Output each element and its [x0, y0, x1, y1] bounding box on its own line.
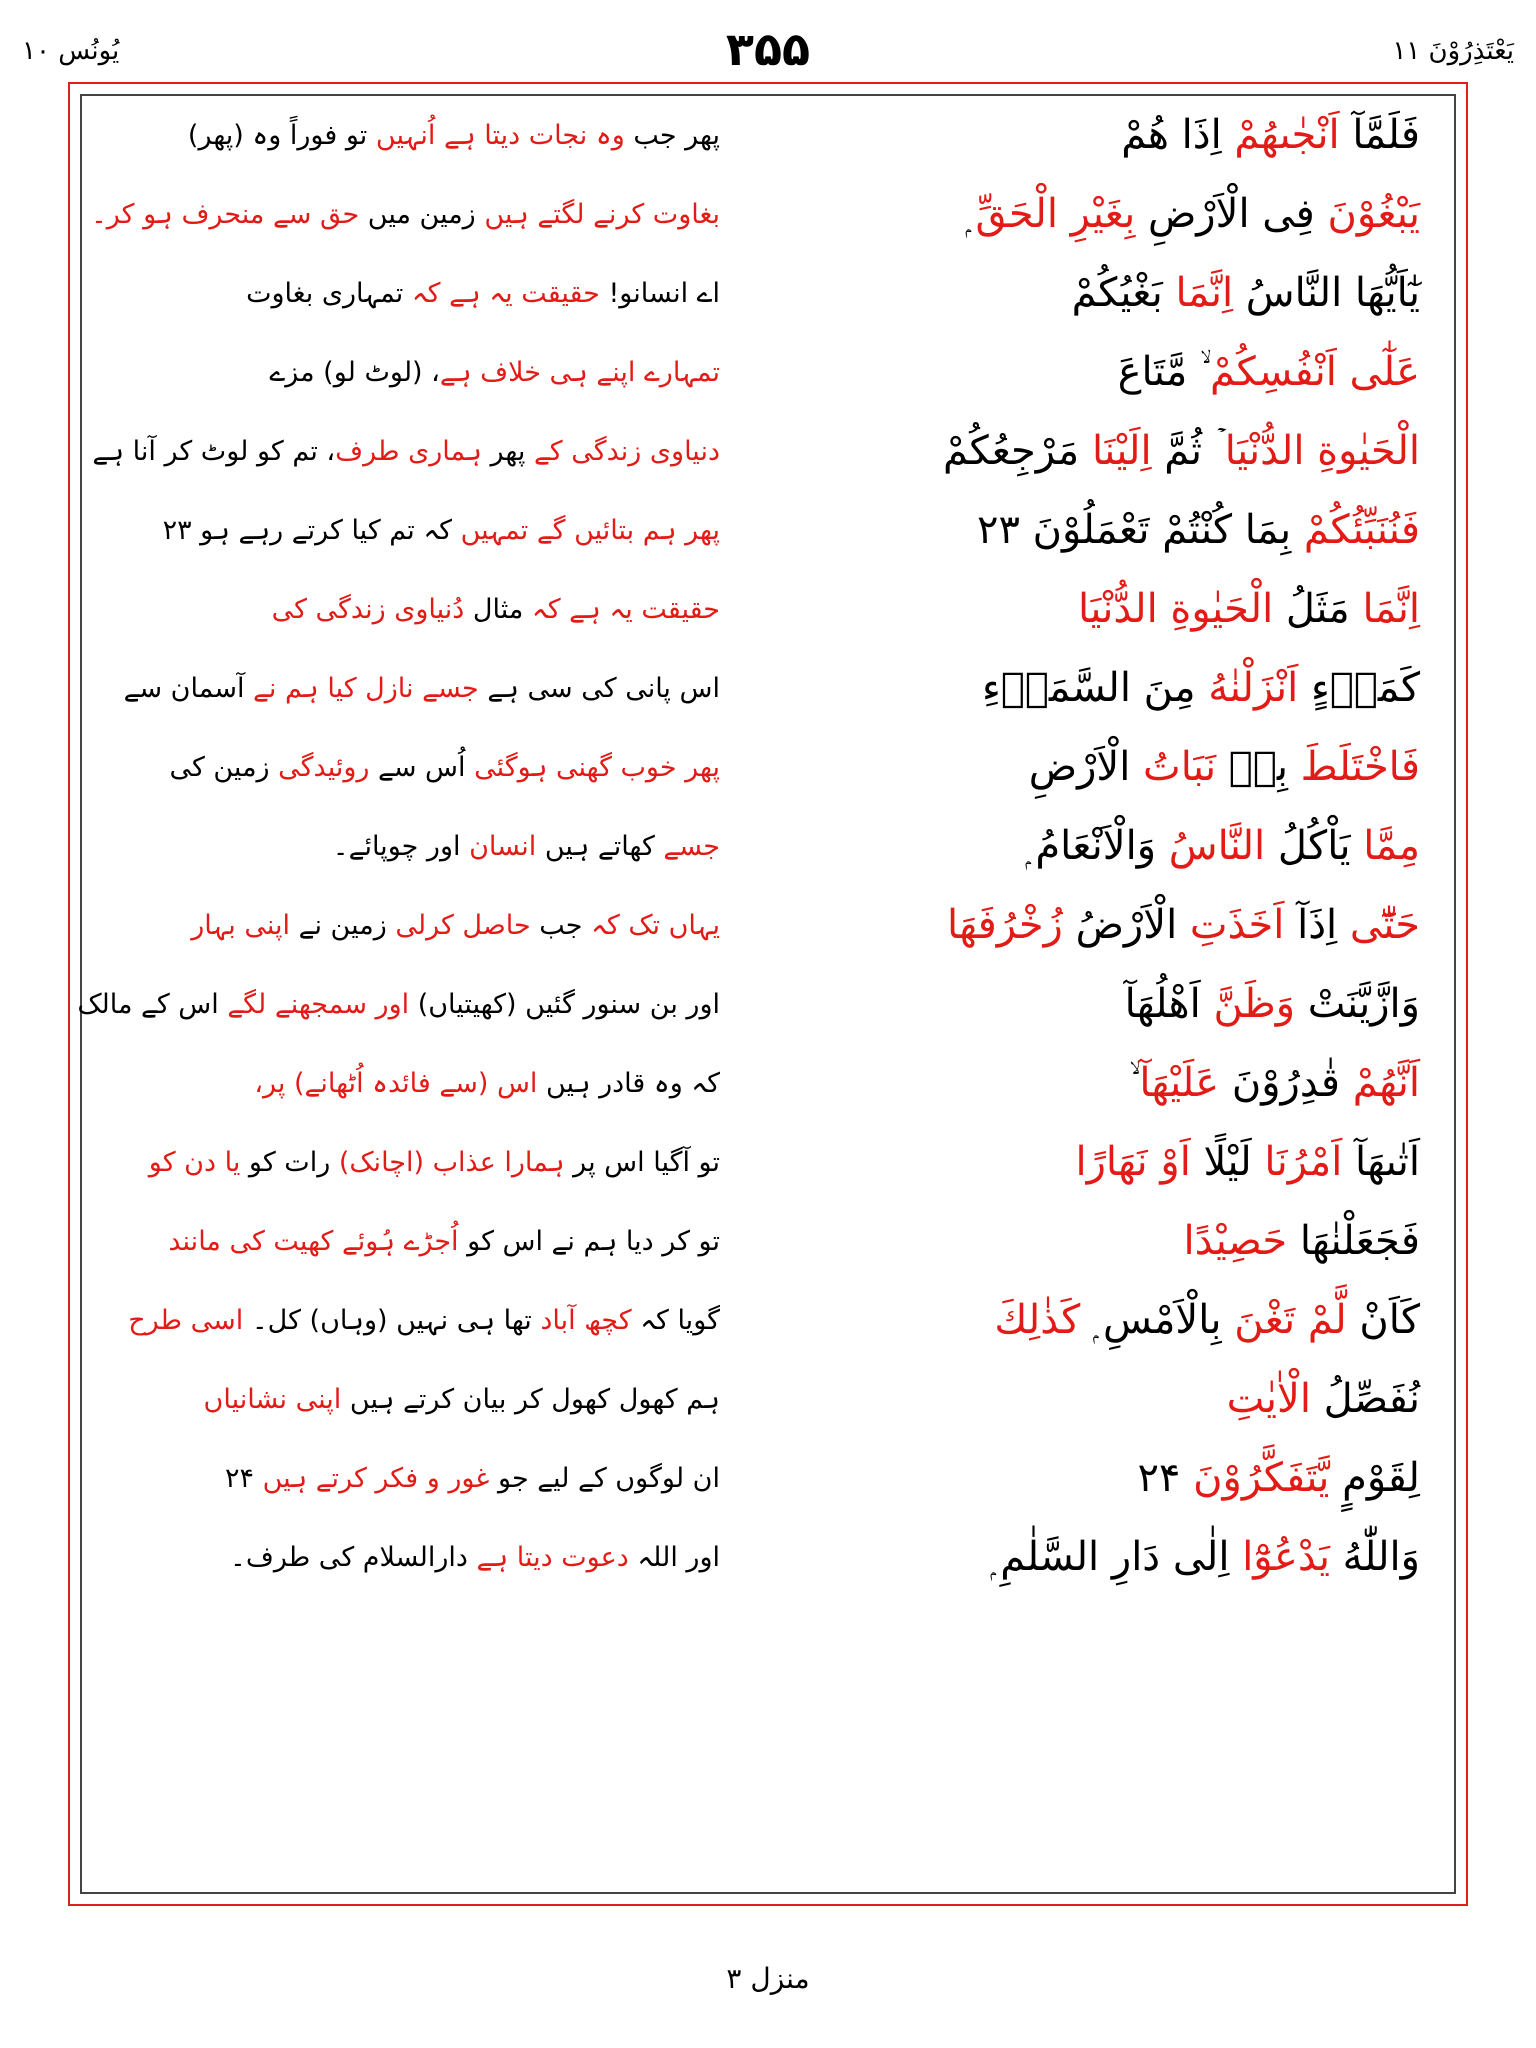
arabic-text	[780, 1376, 1420, 1422]
arabic-text	[780, 981, 1420, 1027]
urdu-segment: ، (لوٹ لو) مزے	[269, 357, 440, 388]
urdu-segment: ہم کھول کھول کر بیان کرتے ہیں	[341, 1384, 720, 1415]
arabic-text	[780, 349, 1420, 395]
verse-row	[120, 1046, 1420, 1125]
arabic-segment: مَثَلُ	[1273, 586, 1363, 632]
arabic-segment: مَرْجِعُكُمْ	[943, 428, 1092, 474]
urdu-translation	[120, 515, 720, 546]
urdu-translation	[120, 1068, 720, 1099]
arabic-segment: كَاَنْ	[1346, 1297, 1420, 1343]
urdu-segment: اور بن سنور گئیں (کھیتیاں)	[409, 989, 720, 1020]
urdu-segment: تھا ہی نہیں (وہاں) کل۔	[243, 1305, 541, 1336]
arabic-segment: كَذٰلِكَ	[994, 1297, 1081, 1343]
arabic-text	[780, 1297, 1420, 1343]
arabic-segment: يَبْغُوْنَ	[1327, 191, 1420, 237]
verse-row	[120, 256, 1420, 335]
arabic-segment: الْاَرْضُ	[1062, 902, 1190, 948]
urdu-segment: تو آگیا اس پر	[564, 1147, 720, 1178]
urdu-segment: غور و فکر کرتے ہیں	[262, 1463, 490, 1494]
arabic-segment: وَالْاَنْعَامُ ۭ	[1025, 823, 1169, 869]
verse-row	[120, 98, 1420, 177]
arabic-segment: الْاٰيٰتِ	[1226, 1376, 1311, 1422]
arabic-segment: اَمْرُنَا	[1264, 1139, 1343, 1185]
arabic-segment: وَاللّٰهُ	[1329, 1534, 1420, 1580]
arabic-segment: ۙ مَّتَاعَ	[1117, 349, 1210, 395]
urdu-translation	[120, 594, 720, 625]
arabic-segment: وَظَنَّ	[1213, 981, 1296, 1027]
arabic-text	[780, 586, 1420, 632]
arabic-segment: ۙ	[1129, 1060, 1140, 1106]
urdu-segment: تمہارے اپنے ہی خلاف ہے	[439, 357, 720, 388]
arabic-segment: لَيْلًا	[1190, 1139, 1265, 1185]
arabic-segment: اَوْ نَهَارًا	[1075, 1139, 1191, 1185]
verse-row	[120, 730, 1420, 809]
urdu-segment: دارالسلام کی طرف۔	[230, 1542, 477, 1573]
arabic-text	[780, 823, 1420, 869]
urdu-segment: حق سے منحرف ہو کر۔	[90, 199, 360, 230]
arabic-segment: فِى الْاَرْضِ	[1135, 191, 1328, 237]
arabic-segment: مِمَّا	[1363, 823, 1420, 869]
urdu-translation	[120, 752, 720, 783]
manzil-label: منزل ۳	[726, 1962, 810, 1995]
arabic-segment: اَنْزَلْنٰهُ	[1208, 665, 1299, 711]
urdu-translation	[120, 1384, 720, 1415]
arabic-segment: ۲۴	[1137, 1455, 1194, 1501]
urdu-segment: اس کے مالک	[77, 989, 228, 1020]
urdu-segment: ۲۴	[225, 1463, 263, 1494]
verse-row	[77, 967, 1420, 1046]
urdu-translation	[120, 1305, 720, 1336]
arabic-segment: لَّمْ تَغْنَ	[1234, 1297, 1347, 1343]
verse-row	[120, 809, 1420, 888]
urdu-segment: پھر ہم بتائیں گے تمہیں	[460, 515, 720, 546]
urdu-translation	[90, 199, 720, 230]
arabic-text	[780, 1139, 1420, 1185]
arabic-text	[780, 428, 1420, 474]
arabic-segment: بِغَيْرِ الْحَقِّ	[975, 191, 1136, 237]
arabic-segment: فَجَعَلْنٰهَا	[1287, 1218, 1420, 1264]
arabic-text	[780, 270, 1420, 316]
urdu-segment: روئیدگی	[278, 752, 370, 783]
arabic-segment: يَدْعُوْٓا	[1242, 1534, 1330, 1580]
arabic-segment: فَاخْتَلَطَ	[1300, 744, 1420, 790]
urdu-segment: تو فوراً وہ (پھر)	[187, 120, 376, 151]
urdu-translation	[120, 910, 720, 941]
arabic-segment: بَغْيُكُمْ	[1071, 270, 1176, 316]
arabic-segment: النَّاسُ	[1168, 823, 1266, 869]
arabic-segment: اَنْجٰىهُمْ	[1234, 112, 1340, 158]
arabic-text	[780, 1060, 1420, 1106]
arabic-segment: الْحَيٰوةِ الدُّنْيَا	[1078, 586, 1274, 632]
arabic-text	[780, 902, 1420, 948]
surah-name: یُونُس ۱۰	[22, 36, 120, 66]
urdu-translation	[92, 436, 720, 467]
verse-row	[120, 888, 1420, 967]
arabic-segment: ۡ ثُمَّ	[1151, 428, 1225, 474]
urdu-translation	[77, 989, 720, 1020]
urdu-translation	[120, 1463, 720, 1494]
arabic-segment: ۭ	[965, 191, 976, 237]
arabic-segment: حَصِيْدًا	[1183, 1218, 1288, 1264]
urdu-segment: آسمان سے	[123, 673, 254, 704]
urdu-segment: حقیقت یہ ہے کہ	[411, 278, 600, 309]
urdu-segment: اُس سے	[369, 752, 475, 783]
urdu-segment: پھر جب	[624, 120, 720, 151]
urdu-segment: بغاوت کرنے لگتے ہیں	[484, 199, 720, 230]
arabic-text	[780, 744, 1420, 790]
urdu-segment: یا دن کو	[148, 1147, 241, 1178]
arabic-segment: حَتّٰٓى	[1349, 902, 1420, 948]
verse-row	[120, 335, 1420, 414]
urdu-segment: ہمارا عذاب (اچانک)	[338, 1147, 565, 1178]
verse-row	[120, 1125, 1420, 1204]
arabic-segment: نُفَصِّلُ	[1310, 1376, 1420, 1422]
arabic-segment: فَنُنَبِّئُكُمْ	[1303, 507, 1420, 553]
verse-row	[90, 177, 1420, 256]
arabic-text	[780, 507, 1420, 553]
verse-row	[120, 1520, 1420, 1599]
arabic-text	[780, 1455, 1420, 1501]
urdu-translation	[120, 831, 720, 862]
urdu-segment: اور اللہ	[628, 1542, 720, 1573]
arabic-segment: اَنَّهُمْ	[1352, 1060, 1420, 1106]
urdu-translation	[120, 278, 720, 309]
urdu-translation	[120, 1542, 720, 1573]
arabic-segment: اِذَا هُمْ	[1121, 112, 1235, 158]
arabic-segment: يَّتَفَكَّرُوْنَ	[1193, 1455, 1330, 1501]
arabic-segment: الْحَيٰوةِ الدُّنْيَا	[1224, 428, 1420, 474]
urdu-segment: ، تم کو لوٹ کر آنا ہے	[92, 436, 336, 467]
arabic-segment: الْاَرْضِ	[1028, 744, 1144, 790]
urdu-segment: وہ نجات دیتا ہے اُنہیں	[375, 120, 625, 151]
verse-row	[120, 1441, 1420, 1520]
arabic-segment: يَاْكُلُ	[1265, 823, 1364, 869]
arabic-segment: اِنَّمَا	[1175, 270, 1234, 316]
arabic-segment: اَخَذَتِ	[1189, 902, 1285, 948]
urdu-segment: تمہاری بغاوت	[246, 278, 412, 309]
arabic-segment: يٰٓاَيُّهَا النَّاسُ	[1233, 270, 1420, 316]
urdu-translation	[120, 1226, 720, 1257]
urdu-segment: حقیقت یہ ہے کہ	[531, 594, 720, 625]
arabic-segment: بِهٖ	[1216, 744, 1301, 790]
urdu-segment: اُجڑے ہُوئے کھیت کی مانند	[168, 1226, 459, 1257]
arabic-segment: اِلَيْنَا	[1091, 428, 1152, 474]
urdu-segment: جب	[530, 910, 592, 941]
urdu-segment: دُنیاوی زندگی کی	[271, 594, 465, 625]
urdu-segment: کھاتے ہیں	[536, 831, 664, 862]
urdu-segment: مثال	[464, 594, 532, 625]
urdu-segment: ہماری طرف	[335, 436, 482, 467]
verse-row	[120, 651, 1420, 730]
arabic-segment: اَتٰىهَآ	[1342, 1139, 1420, 1185]
arabic-segment: اَهْلُهَآ	[1124, 981, 1214, 1027]
verse-row	[92, 414, 1420, 493]
arabic-segment: اِلٰى دَارِ السَّلٰمِ ۭ	[990, 1534, 1243, 1580]
urdu-translation	[120, 357, 720, 388]
arabic-segment: بِالْاَمْسِ ۭ	[1080, 1297, 1235, 1343]
urdu-segment: تو کر دیا ہم نے اس کو	[458, 1226, 720, 1257]
arabic-segment: قٰدِرُوْنَ	[1219, 1060, 1353, 1106]
arabic-segment: كَمَاۗءٍ	[1298, 665, 1420, 711]
page-number: ۳۵۵	[725, 22, 811, 76]
urdu-segment: کہ تم کیا کرتے رہے ہو ۲۳	[162, 515, 461, 546]
urdu-segment: اسی طرح	[128, 1305, 244, 1336]
arabic-segment: نَبَاتُ	[1143, 744, 1217, 790]
arabic-segment: بِمَا كُنْتُمْ تَعْمَلُوْنَ ۲۳	[976, 507, 1304, 553]
arabic-segment: عَلٰٓى اَنْفُسِكُمْ	[1209, 349, 1420, 395]
urdu-segment: اے انسانو!	[599, 278, 720, 309]
urdu-segment: رات کو	[240, 1147, 339, 1178]
verse-row	[120, 1283, 1420, 1362]
arabic-segment: زُخْرُفَهَا	[947, 902, 1063, 948]
urdu-segment: جسے نازل کیا ہم نے	[253, 673, 479, 704]
verse-row	[120, 1204, 1420, 1283]
urdu-segment: دعوت دیتا ہے	[476, 1542, 629, 1573]
arabic-segment: لِقَوْمٍ	[1329, 1455, 1420, 1501]
urdu-translation	[120, 673, 720, 704]
urdu-segment: اس (سے فائدہ اُٹھانے) پر،	[254, 1068, 538, 1099]
arabic-segment: اِنَّمَا	[1362, 586, 1420, 632]
verse-row	[120, 572, 1420, 651]
urdu-segment: اپنی نشانیاں	[203, 1384, 342, 1415]
arabic-text	[780, 1218, 1420, 1264]
arabic-segment: فَلَمَّآ	[1339, 112, 1420, 158]
urdu-segment: دنیاوی زندگی کے	[533, 436, 720, 467]
verse-rows	[77, 98, 1420, 1599]
urdu-segment: کہ وہ قادر ہیں	[537, 1068, 720, 1099]
urdu-segment: اپنی بہار	[191, 910, 291, 941]
arabic-text	[780, 665, 1420, 711]
urdu-segment: اس پانی کی سی ہے	[478, 673, 720, 704]
verse-row	[120, 493, 1420, 572]
urdu-segment: پھر	[481, 436, 534, 467]
urdu-segment: زمین کی	[169, 752, 279, 783]
arabic-text	[780, 191, 1420, 237]
urdu-segment: اور سمجھنے لگے	[227, 989, 410, 1020]
verse-row	[120, 1362, 1420, 1441]
arabic-segment: وَازَّيَّنَتْ	[1295, 981, 1420, 1027]
urdu-segment: زمین نے	[290, 910, 396, 941]
urdu-segment: حاصل کرلی	[395, 910, 531, 941]
juz-name: يَعْتَذِرُوْنَ ۱۱	[1392, 36, 1514, 66]
arabic-segment: مِنَ السَّمَاۗءِ	[982, 665, 1209, 711]
urdu-segment: جسے	[663, 831, 720, 862]
urdu-segment: انسان	[469, 831, 537, 862]
arabic-text	[780, 1534, 1420, 1580]
urdu-segment: کچھ آباد	[540, 1305, 632, 1336]
urdu-translation	[120, 120, 720, 151]
urdu-segment: اور چوپائے۔	[332, 831, 470, 862]
urdu-segment: گویا کہ	[631, 1305, 720, 1336]
urdu-segment: ان لوگوں کے لیے جو	[489, 1463, 720, 1494]
arabic-segment: عَلَيْهَآ	[1139, 1060, 1220, 1106]
arabic-segment: اِذَآ	[1284, 902, 1350, 948]
urdu-segment: یہاں تک کہ	[591, 910, 720, 941]
urdu-segment: پھر خوب گھنی ہوگئی	[474, 752, 720, 783]
urdu-segment: زمین میں	[359, 199, 485, 230]
urdu-translation	[120, 1147, 720, 1178]
page-header	[0, 0, 1536, 80]
arabic-text	[780, 112, 1420, 158]
